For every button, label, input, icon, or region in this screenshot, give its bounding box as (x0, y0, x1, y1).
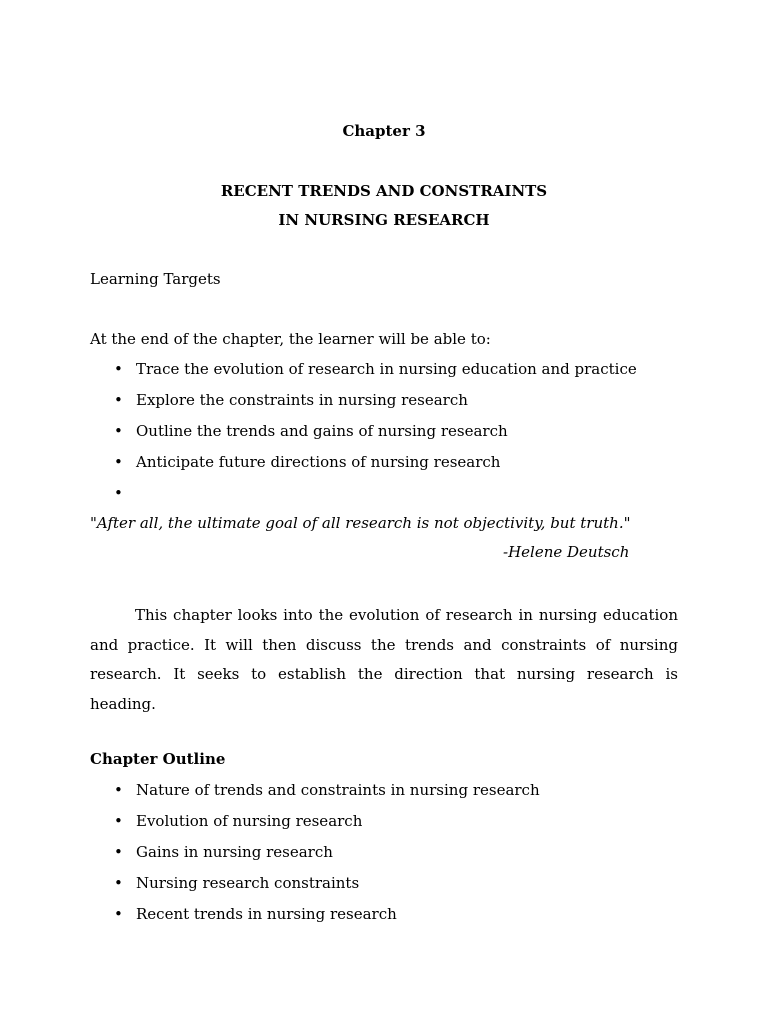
learning-targets-intro: At the end of the chapter, the learner will be able to: (90, 330, 491, 348)
bullet-icon: • (114, 905, 123, 923)
bullet-icon: • (114, 422, 123, 440)
bullet-icon: • (114, 812, 123, 830)
list-item-text: Anticipate future directions of nursing research (136, 453, 501, 471)
list-item-text: Explore the constraints in nursing research (136, 391, 468, 409)
list-item-text: Trace the evolution of research in nursing education and practice (136, 360, 637, 378)
learning-targets-heading: Learning Targets (90, 270, 221, 288)
epigraph-quote: "After all, the ultimate goal of all research is not objectivity, but truth." (90, 514, 631, 532)
bullet-icon: • (114, 874, 123, 892)
list-item-text: Nursing research constraints (136, 874, 360, 892)
chapter-title-line-2: IN NURSING RESEARCH (278, 211, 490, 229)
chapter-title-line-1: RECENT TRENDS AND CONSTRAINTS (220, 182, 548, 200)
bullet-icon: • (114, 360, 123, 378)
chapter-number: Chapter 3 (342, 122, 426, 140)
bullet-icon: • (114, 843, 123, 861)
bullet-icon: • (114, 391, 123, 409)
list-item-text: Evolution of nursing research (136, 812, 363, 830)
list-item-text: Gains in nursing research (136, 843, 333, 861)
bullet-icon: • (114, 484, 123, 502)
bullet-icon: • (114, 781, 123, 799)
epigraph-author: -Helene Deutsch (503, 543, 630, 561)
list-item-text: Recent trends in nursing research (136, 905, 397, 923)
list-item-text: Outline the trends and gains of nursing research (136, 422, 508, 440)
intro-paragraph: This chapter looks into the evolution of research in nursing education and practice. It will then discuss the trends and constraints of nursing research. It seeks to establish the direction that nursing research is heading. (90, 606, 678, 713)
bullet-icon: • (114, 453, 123, 471)
list-item-text: Nature of trends and constraints in nursing research (136, 781, 540, 799)
chapter-outline-heading: Chapter Outline (90, 750, 226, 768)
